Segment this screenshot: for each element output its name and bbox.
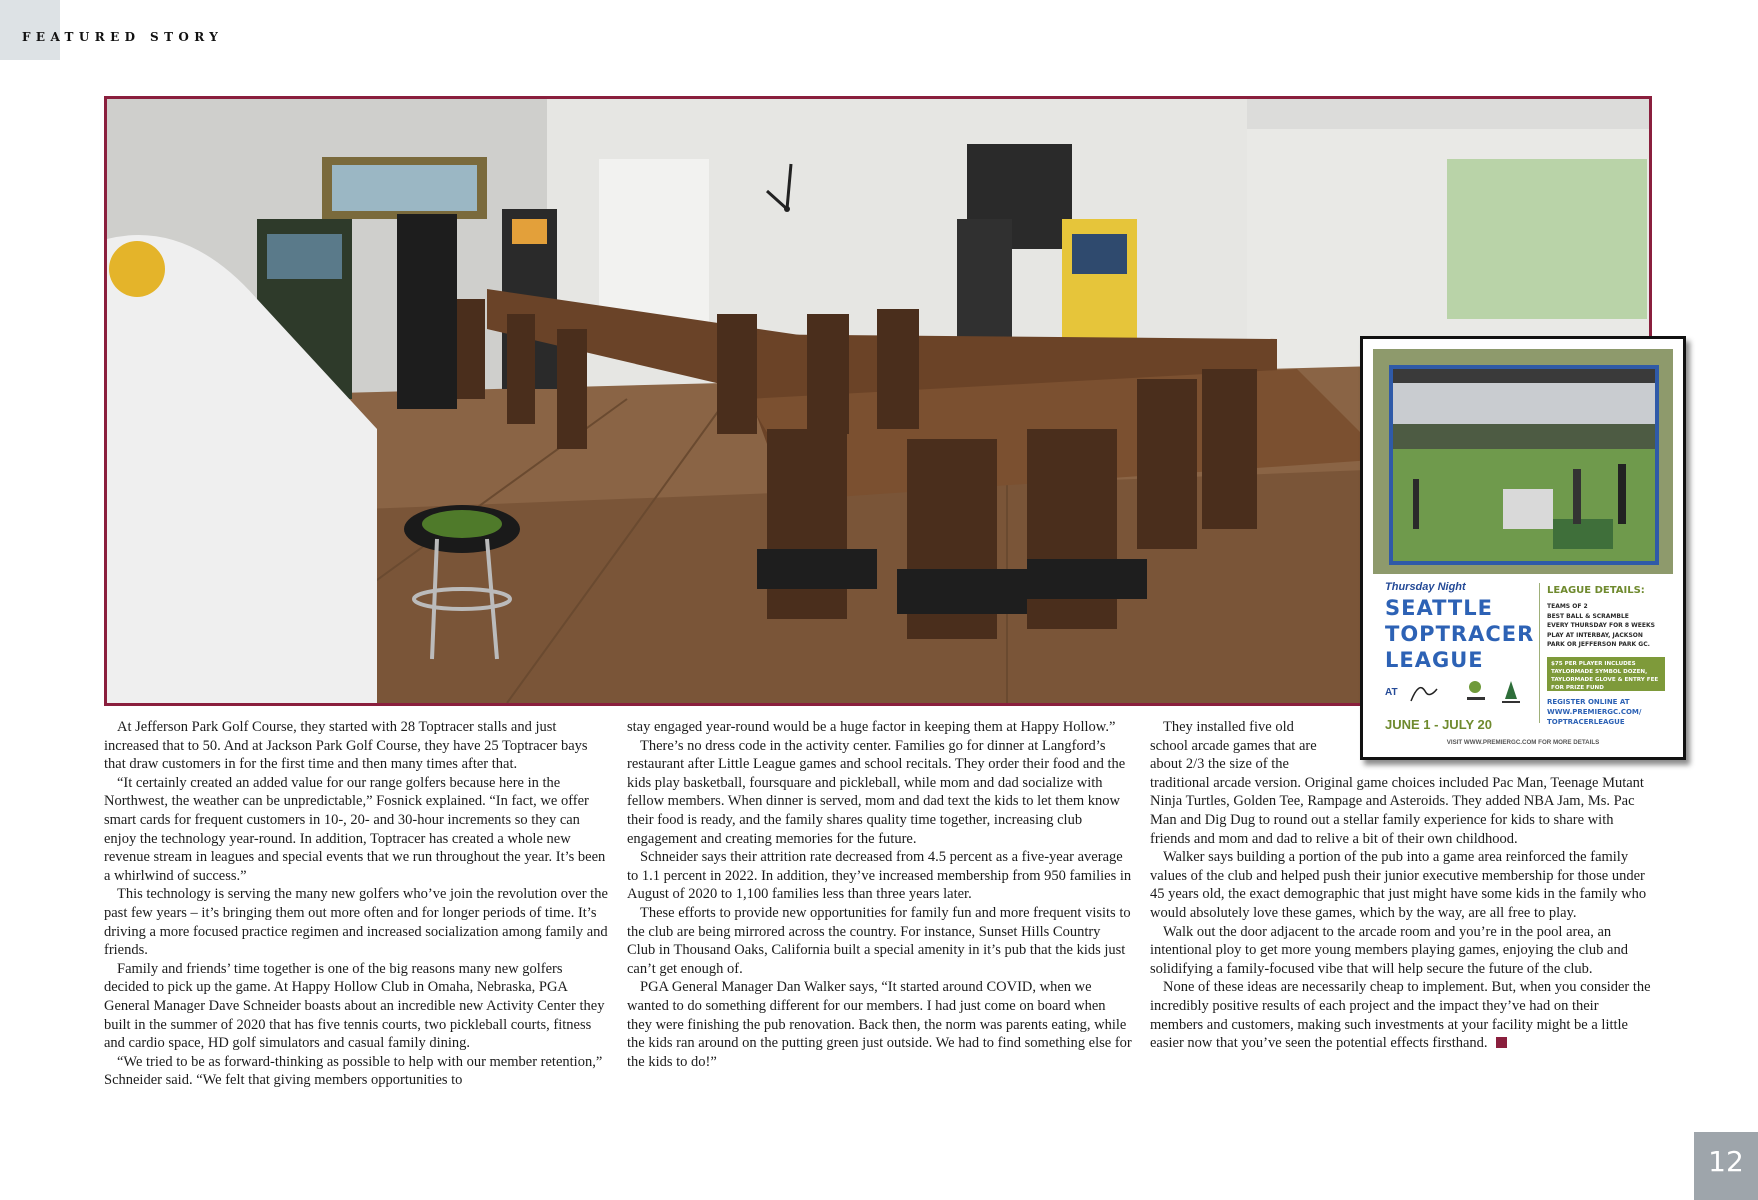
league-detail-item: PARK OR JEFFERSON PARK GC. xyxy=(1547,641,1650,648)
paragraph: stay engaged year-round would be a huge factor in keeping them at Happy Hollow.” xyxy=(627,719,1116,735)
paragraph: “It certainly created an added value for our range golfers because here in the Northwest, the weather can be unpredictable,” Fosnick explained. “In fact, we offer smart cards for frequent customers in 10-, 20- and 30-hour increments so they can enjoy the technology year-round. In addition, Toptracer has created a whole new revenue stream in leagues and special events that we run throughout the year. It’s been a whirlwind of success.” xyxy=(104,774,606,884)
flyer-title-line-2: TOPTRACER xyxy=(1385,622,1535,646)
flyer-title-line-3: LEAGUE xyxy=(1385,648,1484,672)
paragraph: PGA General Manager Dan Walker says, “It started around COVID, when we wanted to do something different for our members. I had just come on board when they were finishing the pub renovation. Back then, the norm was parents eating, while the kids ran around on the putting green just outside. We had to find something else for the kids to do!” xyxy=(627,979,1132,1070)
flyer-at-label: AT xyxy=(1385,687,1398,698)
paragraph-text: None of these ideas are necessarily cheap to implement. But, when you consider the incredibly positive results of each project and the impact they’ve had on their members and customers, making such investments at your facility might be a little easier now that you’ve seen the potential effects firsthand. xyxy=(1150,979,1651,1052)
section-label: FEATURED STORY xyxy=(22,30,224,44)
league-flyer xyxy=(1360,336,1686,760)
page-number: 12 xyxy=(1694,1132,1758,1200)
paragraph: Family and friends’ time together is one of the big reasons many new golfers decided to pick up the game. At Happy Hollow Club in Omaha, Nebraska, PGA General Manager Dave Schneider boasts about an incredible new Activity Center they built in the summer of 2020 that has five tennis courts, two pickleball courts, fitness and cardio space, HD golf simulators and casual family dining. xyxy=(104,960,605,1052)
flyer-dates: JUNE 1 - JULY 20 xyxy=(1385,717,1492,732)
intro-line: school arcade games that are xyxy=(1150,737,1317,754)
paragraph: “We tried to be as forward-thinking as possible to help with our member retention,” Schneider said. “We felt that giving members opportunities to xyxy=(104,1053,603,1089)
flyer-divider xyxy=(1539,583,1540,723)
paragraph: There’s no dress code in the activity center. Families go for dinner at Langford’s restaurant after Little League games and school recitals. They order their food and the kids play basketball, foursquare and pickleball, while mom and dad socialize with fellow members. When dinner is served, mom and dad text the kids to let them know their food is ready, and the family shares quality time together, increasing club engagement and creating memories for the future. xyxy=(627,737,1126,847)
flyer-range-photo xyxy=(1389,365,1659,565)
paragraph: These efforts to provide new opportunities for family fun and more frequent visits to the club are being mirrored across the country. For instance, Sunset Hills Country Club in Thousand Oaks, California built a special amenity in it’s pub that the kids just can’t get enough of. xyxy=(627,904,1131,977)
paragraph: This technology is serving the many new golfers who’ve join the revolution over the past few years – it’s bringing them out more often and for longer periods of time. It’s driving a more focused practice regimen and increased socialization among family and friends. xyxy=(104,886,608,959)
league-details-list xyxy=(1547,602,1671,650)
paragraph: traditional arcade version. Original game choices included Pac Man, Teenage Mutant Ninja Turtles, Golden Tee, Rampage and Asteroids. They added NBA Jam, Ms. Pac Man and Dig Dug to round out a stellar family experience for kids to share with friends and mom and dad to relive a bit of their own childhood. xyxy=(1150,774,1644,847)
intro-line: They installed five old xyxy=(1163,719,1294,735)
league-detail-item: PLAY AT INTERBAY, JACKSON xyxy=(1547,631,1643,639)
flyer-register: REGISTER ONLINE AT WWW.PREMIERGC.COM/ TOPTRACERLEAGUE xyxy=(1547,698,1642,726)
course-logos xyxy=(1407,677,1527,709)
paragraph: At Jefferson Park Golf Course, they started with 28 Toptracer stalls and just increased that to 50. And at Jackson Park Golf Course, they have 25 Toptracer bays that draw customers in for the first time and then many times after that. xyxy=(104,719,588,773)
intro-line: about 2/3 the size of the xyxy=(1150,756,1289,773)
paragraph: Schneider says their attrition rate decreased from 4.5 percent as a five-year average to 1.1 percent in 2022. In addition, they’ve increased membership from 950 families in August of 2020 to 1,100 families less than three years later. xyxy=(627,849,1132,903)
league-detail-item: EVERY THURSDAY FOR 8 WEEKS xyxy=(1547,622,1655,629)
article-column-1 xyxy=(104,718,609,1090)
league-detail-item: BEST BALL & SCRAMBLE xyxy=(1547,612,1629,620)
paragraph: Walker says building a portion of the pub into a game area reinforced the family values of the club and helped push their junior executive membership for those under 45 years old, the exact demographic that just might have some kids in the family who would absolutely love these games, which by the way, are all free to play. xyxy=(1150,849,1647,921)
flyer-range-illustration xyxy=(1393,369,1655,561)
article-column-3 xyxy=(1150,718,1655,1053)
paragraph: Walk out the door adjacent to the arcade room and you’re in the pool area, an intentional ploy to get more young members playing games, enjoying the club and solidifying a family-focused vibe that will help secure the future of the club. xyxy=(1150,923,1628,977)
flyer-fee-box: $75 PER PLAYER INCLUDES TAYLORMADE SYMBOL DOZEN, TAYLORMADE GLOVE & ENTRY FEE FOR PRIZE FUND xyxy=(1547,657,1665,691)
flyer-visit: VISIT WWW.PREMIERGC.COM FOR MORE DETAILS xyxy=(1446,739,1600,746)
league-detail-item: TEAMS OF 2 xyxy=(1547,603,1588,610)
paragraph-last xyxy=(1150,978,1655,1052)
flyer-title-line-1: SEATTLE xyxy=(1385,596,1493,620)
article-column-2 xyxy=(627,718,1132,1071)
flyer-subtitle: Thursday Night xyxy=(1385,581,1466,593)
end-mark xyxy=(1496,1037,1507,1048)
league-details-heading: LEAGUE DETAILS: xyxy=(1547,585,1645,596)
